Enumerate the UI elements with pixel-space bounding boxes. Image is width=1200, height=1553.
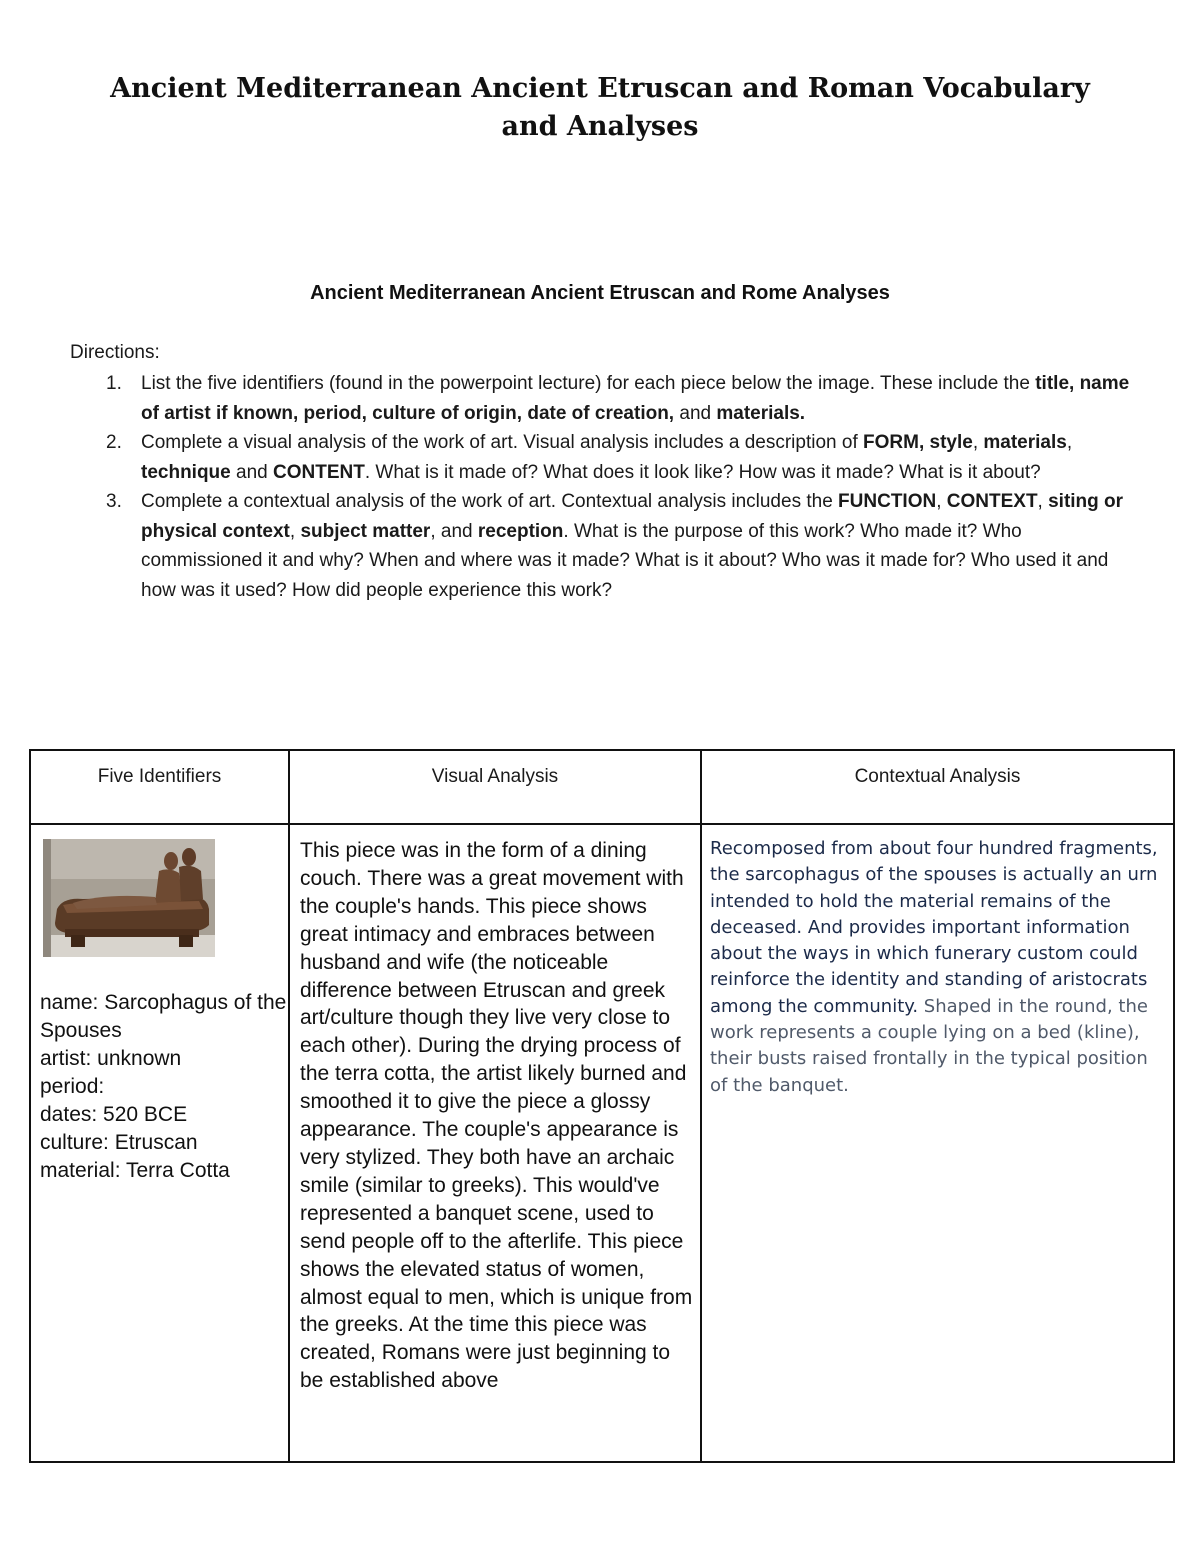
document-title: Ancient Mediterranean Ancient Etruscan and Roman Vocabulary and Analyses (110, 73, 1090, 142)
direction-item (70, 428, 1130, 487)
direction-number: 2. (106, 432, 122, 453)
header-contextual-analysis: Contextual Analysis (701, 750, 1174, 824)
header-five-identifiers: Five Identifiers (30, 750, 289, 824)
direction-text: . What is it made of? What does it look like? How was it made? What is it about? (364, 461, 1041, 483)
direction-emphasis: CONTENT (273, 461, 365, 483)
direction-emphasis: FORM, style (863, 432, 973, 453)
header-visual-analysis: Visual Analysis (289, 750, 701, 824)
direction-number: 3. (106, 491, 122, 512)
contextual-analysis-cell (701, 824, 1174, 1462)
direction-text: List the five identifiers (found in the powerpoint lecture) for each piece below the image. These include the (141, 373, 1036, 394)
identifiers-list (40, 989, 288, 1185)
direction-emphasis: CONTEXT (946, 491, 1038, 512)
direction-emphasis: materials (983, 432, 1067, 453)
direction-text: , (1037, 491, 1049, 512)
direction-text: , (936, 491, 947, 512)
direction-number: 1. (106, 373, 122, 394)
sarcophagus-illustration (43, 839, 215, 957)
direction-emphasis: reception (477, 520, 564, 542)
direction-item (70, 369, 1130, 428)
direction-item (70, 487, 1130, 605)
table-header-row (30, 750, 1174, 824)
identifier-culture: culture: Etruscan (40, 1131, 198, 1154)
identifier-dates: dates: 520 BCE (40, 1103, 188, 1126)
direction-text: and (674, 402, 717, 424)
visual-analysis-text: This piece was in the form of a dining couch. There was a great movement with the couple's hands. This piece shows great intimacy and embraces between husband and wife (the noticeable difference between Etruscan and greek art/culture though they live very close to each other). During the drying process of the terra cotta, the artist likely burned and smoothed it to give the piece a glossy appearance. The couple's appearance is very stylized. They both have an archaic smile (similar to greeks). This would've represented a banquet scene, used to send people off to the afterlife. This piece shows the elevated status of women, almost equal to men, which is unique from the greeks. At the time this piece was created, Romans were just beginning to be established above (300, 839, 693, 1393)
section-title: Ancient Mediterranean Ancient Etruscan and Rome Analyses (310, 282, 890, 304)
directions-label: Directions: (70, 342, 160, 363)
direction-emphasis: technique (141, 461, 231, 483)
direction-emphasis: subject matter (300, 520, 431, 542)
direction-text: , (1066, 432, 1073, 453)
direction-text: , (972, 432, 984, 453)
direction-text: . What is the purpose of this work? Who made it? Who commissioned it and why? When and where was it made? What is it about? Who was it made for? Who used it and how was it used? How did people experience this work? (141, 520, 1109, 601)
contextual-analysis-part-2: Shaped in the round, the work represents a couple lying on a bed (kline), their busts raised frontally in the typical position of the banquet. (710, 995, 1148, 1096)
identifier-artist: artist: unknown (40, 1047, 182, 1070)
visual-analysis-cell (289, 824, 701, 1462)
direction-emphasis: siting or physical context (141, 491, 1124, 542)
direction-text: Complete a contextual analysis of the work of art. Contextual analysis includes the (141, 491, 839, 512)
table-body-row (30, 824, 1174, 1462)
sarcophagus-image (43, 839, 215, 957)
directions-list (70, 369, 1130, 605)
direction-text: Complete a visual analysis of the work of art. Visual analysis includes a description of (141, 432, 864, 453)
direction-emphasis: materials. (716, 402, 806, 424)
direction-text: , (289, 520, 301, 542)
identifier-name: name: Sarcophagus of the Spouses (40, 991, 287, 1042)
analysis-table (29, 749, 1175, 1463)
direction-emphasis: title, name of artist if known, period, culture of origin, date of creation, (141, 373, 1130, 424)
identifier-period: period: (40, 1075, 105, 1098)
contextual-analysis-text (710, 836, 1163, 1099)
direction-emphasis: FUNCTION (838, 491, 937, 512)
contextual-analysis-part-1: Recomposed from about four hundred fragments, the sarcophagus of the spouses is actually an urn intended to hold the material remains of the deceased. And provides important information about the ways in which funerary custom could reinforce the identity and standing of aristocrats among the community. (710, 838, 1158, 1017)
direction-text: and (230, 461, 273, 483)
direction-text: , and (430, 520, 478, 542)
identifier-material: material: Terra Cotta (40, 1159, 230, 1182)
identifiers-cell (30, 824, 289, 1462)
